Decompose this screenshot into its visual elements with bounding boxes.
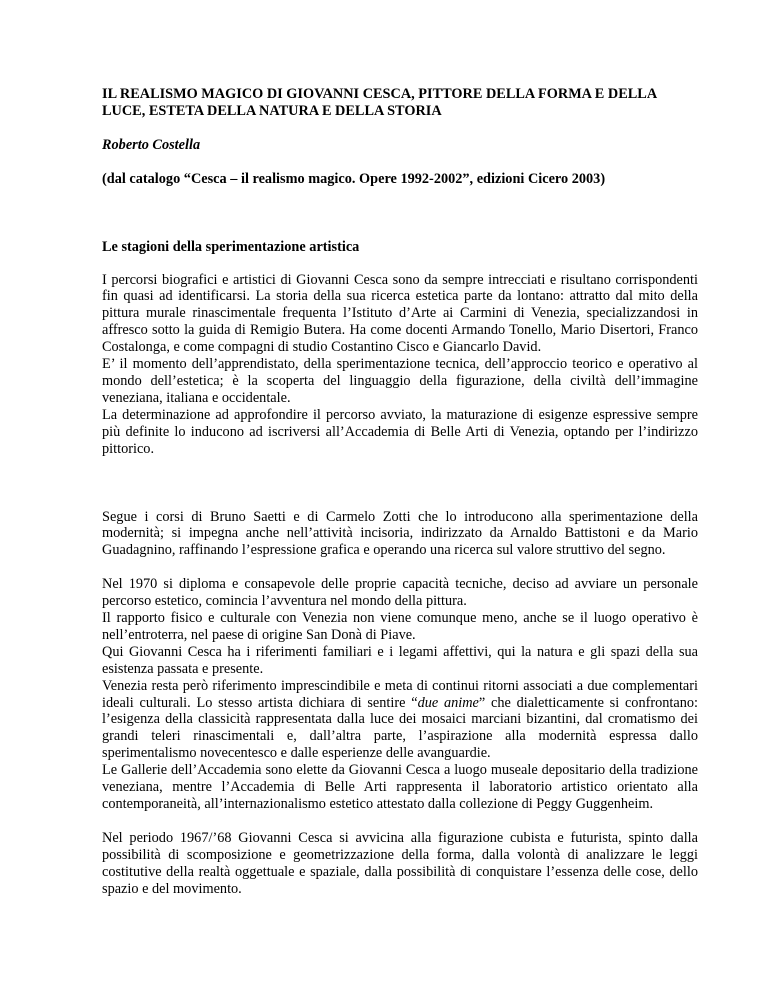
paragraph-line: Nel periodo 1967/’68 Giovanni Cesca si avvicina alla figurazione cubista e futurista, spinto dalla possibilità di scomposizione e geometrizzazione della forma, dalla volontà di analizzare le leggi costitutive della realtà oggettuale e spaziale, dalla possibilità di conquistare l’essenza delle cose, dello spazio e del movimento. — [102, 829, 698, 897]
paragraph-1 — [102, 272, 698, 458]
emphasis-due-anime: due anime — [417, 694, 479, 711]
paragraph-line: Segue i corsi di Bruno Saetti e di Carmelo Zotti che lo introducono alla sperimentazione della modernità; si impegna anche nell’attività incisoria, indirizzato da Arnaldo Battistoni e da Mario Guadagnino, raffinando l’espressione grafica e operando una ricerca sul valore struttivo del segno. — [102, 508, 698, 559]
paragraph-line: E’ il momento dell’apprendistato, della sperimentazione tecnica, dell’approccio teorico e operativo al mondo dell’estetica; è la scoperta del linguaggio della figurazione, della civiltà dell’immagine veneziana, italiana e occidentale. — [102, 356, 698, 406]
paragraph-line: Le Gallerie dell’Accademia sono elette da Giovanni Cesca a luogo museale depositario della tradizione veneziana, mentre l’Accademia di Belle Arti rappresenta il laboratorio artistico orientato alla contemporaneità, all’internazionalismo estetico attestato dalla collezione di Peggy Guggenheim. — [102, 762, 698, 812]
paragraph-2 — [102, 509, 698, 560]
paragraph-3 — [102, 576, 698, 813]
paragraph-line: La determinazione ad approfondire il percorso avviato, la maturazione di esigenze espressive sempre più definite lo inducono ad iscriversi all’Accademia di Belle Arti di Venezia, optando per l’indirizzo pittorico. — [102, 406, 698, 457]
document-page — [102, 86, 698, 898]
venice-paragraph — [102, 678, 698, 763]
venice-text-after: ” che dialetticamente si confrontano: l’esigenza della classicità rappresentata dalla luce dei mosaici marciani bizantini, dal cromatismo dei grandi teleri rinascimentali e, dall’altra parte, l’aspirazione alla modernità espressa dallo sperimentalismo novecentesco e dalle esperienze delle avanguardie. — [102, 694, 699, 762]
source-note: (dal catalogo “Cesca – il realismo magico. Opere 1992-2002”, edizioni Cicero 2003) — [102, 170, 606, 187]
paragraph-line: Qui Giovanni Cesca ha i riferimenti familiari e i legami affettivi, qui la natura e gli spazi della sua esistenza passata e presente. — [102, 643, 698, 677]
paragraph-4 — [102, 830, 698, 898]
document-title: IL REALISMO MAGICO DI GIOVANNI CESCA, PITTORE DELLA FORMA E DELLA LUCE, ESTETA DELLA NATURA E DELLA STORIA — [102, 86, 657, 119]
paragraph-line: Il rapporto fisico e culturale con Venezia non viene comunque meno, anche se il luogo operativo è nell’entroterra, nel paese di origine San Donà di Piave. — [102, 610, 698, 643]
author-name: Roberto Costella — [102, 136, 201, 153]
section-heading: Le stagioni della sperimentazione artistica — [102, 238, 360, 255]
paragraph-line: I percorsi biografici e artistici di Giovanni Cesca sono da sempre intrecciati e risultano corrispondenti fin quasi ad identificarsi. La storia della sua ricerca estetica parte da lontano: attratto dal mito della pittura murale rinascimentale frequenta l’Istituto d’Arte ai Carmini di Venezia, specializzandosi in affresco sotto la guida di Remigio Butera. Ha come docenti Armando Tonello, Mario Disertori, Franco Costalonga, e come compagni di studio Costantino Cisco e Giancarlo David. — [102, 271, 698, 356]
venice-text-before: Venezia resta però riferimento imprescindibile e meta di continui ritorni associati a due complementari ideali culturali. Lo stesso artista dichiara di sentire “ — [102, 677, 698, 711]
paragraph-line: Nel 1970 si diploma e consapevole delle proprie capacità tecniche, deciso ad avviare un personale percorso estetico, comincia l’avventura nel mondo della pittura. — [102, 576, 698, 610]
